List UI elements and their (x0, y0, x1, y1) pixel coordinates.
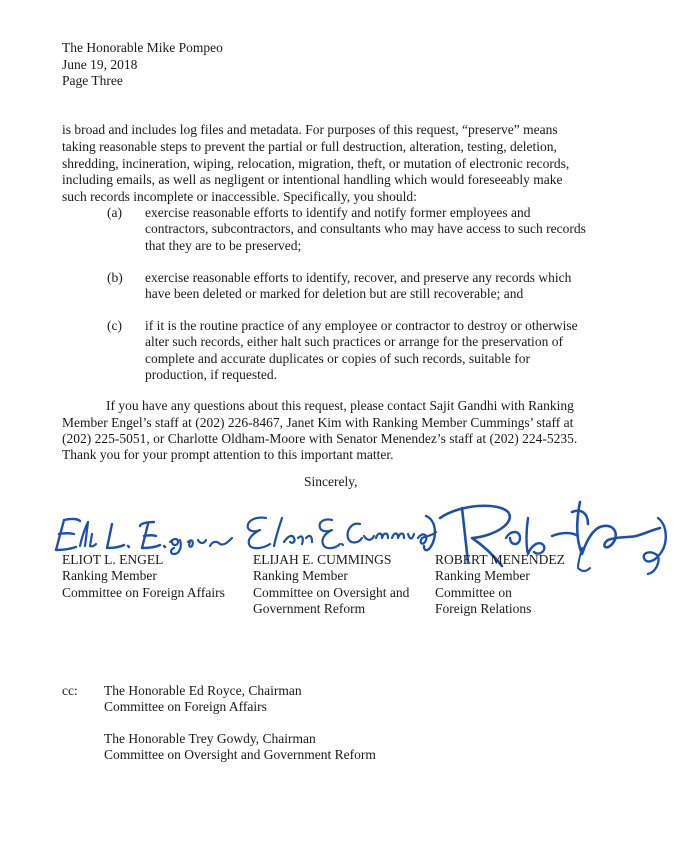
signer-committee: Committee on (435, 585, 512, 600)
paragraph-line: is broad and includes log files and metadata. For purposes of this request, “preserve” means (62, 122, 558, 137)
signer-committee: Government Reform (253, 601, 366, 616)
cc-recipient-committee: Committee on Foreign Affairs (104, 699, 267, 714)
paragraph-line: taking reasonable steps to prevent the partial or full destruction, alteration, testing, deletion, (62, 139, 557, 154)
list-item-line: production, if requested. (145, 367, 277, 382)
list-item-line: if it is the routine practice of any employee or contractor to destroy or otherwise (145, 318, 578, 333)
cc-recipient-name: The Honorable Ed Royce, Chairman (104, 683, 302, 698)
list-item-line: alter such records, either halt such practices or arrange for the preservation of (145, 334, 563, 349)
signer-name: ELIJAH E. CUMMINGS (253, 552, 392, 567)
cc-label: cc: (62, 683, 78, 698)
engel-signature-image (52, 512, 242, 556)
closing-line: Member Engel’s staff at (202) 226-8467, Janet Kim with Ranking Member Cummings’ staff at (62, 415, 574, 430)
cummings-signature-image (240, 508, 440, 556)
closing-line: Thank you for your prompt attention to this important matter. (62, 447, 394, 462)
paragraph-line: such records incomplete or inaccessible. Specifically, you should: (62, 189, 417, 204)
list-item-line: contractors, subcontractors, and consultants who may have access to such records (145, 221, 586, 236)
closing-line: If you have any questions about this request, please contact Sajit Gandhi with Ranking (106, 398, 574, 413)
sincerely: Sincerely, (304, 474, 358, 489)
signer-title: Ranking Member (62, 568, 157, 583)
list-item-label: (b) (107, 270, 123, 285)
signer-name: ROBERT MENENDEZ (435, 552, 565, 567)
signer-name: ELIOT L. ENGEL (62, 552, 164, 567)
closing-line: (202) 225-5051, or Charlotte Oldham-Moore with Senator Menendez’s staff at (202) 224-5235. (62, 431, 578, 446)
list-item-line: complete and accurate duplicates or copies of such records, suitable for (145, 351, 530, 366)
signer-committee: Committee on Oversight and (253, 585, 410, 600)
list-item-label: (c) (107, 318, 122, 333)
recipient-name: The Honorable Mike Pompeo (62, 40, 223, 55)
list-item-line: exercise reasonable efforts to identify and notify former employees and (145, 205, 531, 220)
paragraph-line: shredding, incineration, wiping, relocation, migration, theft, or mutation of electronic records, (62, 156, 570, 171)
signer-committee: Foreign Relations (435, 601, 532, 616)
signer-title: Ranking Member (435, 568, 530, 583)
signer-title: Ranking Member (253, 568, 348, 583)
signer-committee: Committee on Foreign Affairs (62, 585, 225, 600)
letter-date: June 19, 2018 (62, 57, 138, 72)
list-item-label: (a) (107, 205, 122, 220)
list-item-line: exercise reasonable efforts to identify, recover, and preserve any records which (145, 270, 572, 285)
cc-recipient-name: The Honorable Trey Gowdy, Chairman (104, 731, 316, 746)
cc-recipient-committee: Committee on Oversight and Government Reform (104, 747, 376, 762)
paragraph-line: including emails, as well as negligent or intentional handling which would foreseeably make (62, 172, 563, 187)
list-item-line: that they are to be preserved; (145, 238, 302, 253)
page-label: Page Three (62, 73, 123, 88)
list-item-line: have been deleted or marked for deletion but are still recoverable; and (145, 286, 524, 301)
